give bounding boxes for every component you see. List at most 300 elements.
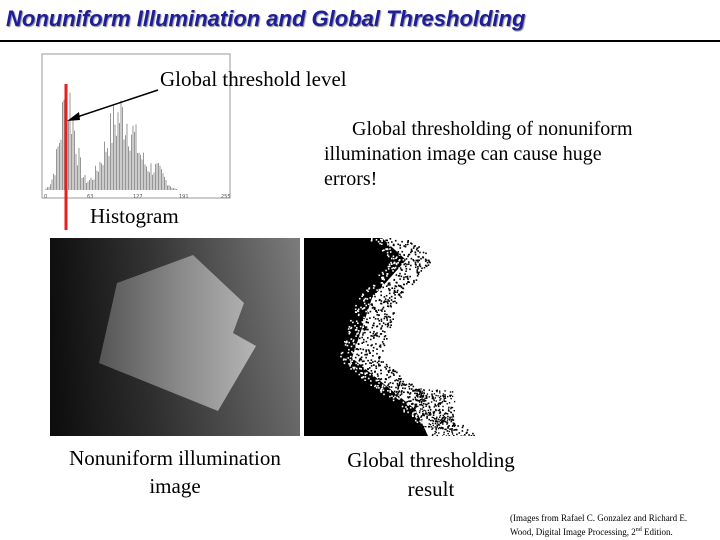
noise-dot [403,411,405,413]
noise-dot [386,338,388,340]
noise-dot [377,318,379,320]
noise-dot [366,326,368,328]
noise-dot [365,351,367,353]
noise-dot [352,322,354,324]
noise-dot [394,262,396,264]
noise-dot [341,353,343,355]
noise-dot [421,422,423,424]
noise-dot [381,320,383,322]
noise-dot [440,415,441,416]
noise-dot [352,360,354,362]
noise-dot [379,323,381,325]
noise-dot [439,413,440,414]
noise-dot [416,433,417,434]
noise-dot [415,389,416,390]
noise-dot [417,419,418,420]
noise-dot [450,398,451,399]
noise-dot [420,417,421,418]
noise-dot [389,264,391,266]
noise-dot [384,310,386,312]
noise-dot [424,422,426,424]
noise-dot [445,421,446,422]
noise-dot [435,405,437,407]
noise-dot [439,399,440,400]
noise-dot [375,366,377,368]
noise-dot [453,422,454,423]
noise-dot [438,424,439,425]
noise-dot [445,398,446,399]
slide-title: Nonuniform Illumination and Global Thresholding [6,6,526,31]
noise-dot [347,345,349,347]
noise-dot [436,418,438,420]
noise-dot [439,397,440,398]
noise-dot [348,328,350,330]
noise-dot [435,397,436,398]
noise-dot [412,284,414,286]
noise-dot [434,393,435,394]
noise-dot [356,344,358,346]
noise-dot [384,296,386,298]
noise-dot [426,404,427,405]
noise-dot [412,414,414,416]
noise-dot [416,405,417,406]
noise-dot [386,366,388,368]
noise-dot [350,361,352,363]
noise-dot [405,276,407,278]
noise-dot [422,256,424,258]
noise-dot [362,349,364,351]
noise-dot [353,343,355,345]
noise-dot [395,258,397,260]
noise-dot [370,380,372,382]
noise-dot [416,269,418,271]
noise-dot [454,410,455,411]
noise-dot [363,300,365,302]
noise-dot [454,426,455,427]
noise-dot [416,248,418,250]
noise-dot [388,377,390,379]
noise-dot [388,323,390,325]
noise-dot [421,435,422,436]
noise-dot [355,371,357,373]
noise-dot [406,264,408,266]
nonuniform-illumination-image [50,238,300,436]
noise-dot [423,390,424,391]
noise-dot [468,434,470,436]
noise-dot [369,374,371,376]
noise-dot [418,426,419,427]
noise-dot [363,339,365,341]
noise-dot [430,420,431,421]
noise-dot [424,393,425,394]
noise-dot [406,268,408,270]
source-line-1: (Images from Rafael C. Gonzalez and Richard E. [510,513,688,523]
noise-dot [434,433,435,434]
noise-dot [394,297,396,299]
noise-dot [340,356,342,358]
noise-dot [380,344,382,346]
noise-dot [411,249,413,251]
noise-dot [434,400,435,401]
noise-dot [430,414,431,415]
noise-dot [464,434,466,436]
noise-dot [394,380,396,382]
noise-dot [431,429,432,430]
noise-dot [415,264,417,266]
noise-dot [358,355,360,357]
noise-dot [363,317,365,319]
noise-dot [357,332,359,334]
noise-dot [364,303,366,305]
noise-dot [410,392,412,394]
noise-dot [348,349,350,351]
noise-dot [383,338,385,340]
noise-dot [370,384,372,386]
noise-dot [375,343,377,345]
noise-dot [442,406,443,407]
noise-dot [421,428,422,429]
noise-dot [432,417,433,418]
noise-dot [423,407,425,409]
noise-dot [405,270,407,272]
noise-dot [415,406,417,408]
noise-dot [367,309,369,311]
noise-dot [371,370,373,372]
noise-dot [389,248,391,250]
noise-dot [448,425,450,427]
noise-dot [432,396,433,397]
noise-dot [396,372,398,374]
noise-dot [424,430,425,431]
noise-dot [365,298,367,300]
noise-dot [410,265,412,267]
noise-dot [450,391,451,392]
right-caption-line-2: result [407,477,455,501]
noise-dot [407,412,409,414]
noise-dot [422,411,423,412]
noise-dot [378,379,380,381]
noise-dot [435,426,436,427]
noise-dot [376,367,378,369]
noise-dot [358,309,360,311]
noise-dot [438,419,440,421]
noise-dot [450,411,451,412]
noise-dot [428,419,430,421]
noise-dot [442,401,443,402]
noise-dot [365,363,367,365]
noise-dot [403,392,405,394]
noise-dot [431,401,432,402]
noise-dot [351,346,353,348]
noise-dot [394,279,396,281]
noise-dot [367,329,369,331]
noise-dot [427,393,428,394]
noise-dot [447,413,448,414]
noise-dot [423,395,425,397]
noise-dot [422,405,423,406]
noise-dot [405,244,407,246]
noise-dot [421,270,423,272]
noise-dot [403,284,405,286]
noise-dot [355,305,357,307]
noise-dot [374,285,376,287]
noise-dot [450,395,451,396]
noise-dot [391,241,393,243]
noise-dot [401,269,403,271]
noise-dot [421,268,423,270]
noise-dot [371,365,373,367]
noise-dot [366,372,368,374]
noise-dot [404,388,406,390]
noise-dot [436,429,437,430]
noise-dot [387,385,389,387]
noise-dot [370,311,372,313]
noise-dot [471,435,473,436]
noise-dot [409,276,411,278]
noise-dot [421,402,422,403]
noise-dot [366,354,368,356]
noise-dot [385,378,387,380]
noise-dot [398,294,400,296]
noise-dot [413,386,415,388]
noise-dot [348,357,350,359]
noise-dot [437,421,438,422]
noise-dot [472,433,474,435]
noise-dot [414,428,415,429]
noise-dot [393,374,395,376]
noise-dot [450,408,451,409]
noise-dot [386,240,388,242]
noise-dot [388,256,390,258]
tick-label-255: 255 [221,194,231,200]
noise-dot [373,317,375,319]
noise-dot [388,268,390,270]
noise-dot [404,273,406,275]
noise-dot [377,362,379,364]
noise-dot [411,384,413,386]
noise-dot [415,420,417,422]
noise-dot [428,415,429,416]
noise-dot [380,239,382,241]
noise-dot [451,416,452,417]
noise-dot [411,250,413,252]
noise-dot [371,373,373,375]
noise-dot [389,293,391,295]
noise-dot [399,382,401,384]
noise-dot [447,403,448,404]
noise-dot [390,324,392,326]
noise-dot [386,285,388,287]
noise-dot [444,398,445,399]
noise-dot [361,352,363,354]
noise-dot [391,287,393,289]
noise-dot [357,364,359,366]
noise-dot [358,349,360,351]
noise-dot [386,275,388,277]
noise-dot [409,383,411,385]
noise-dot [409,396,411,398]
noise-dot [355,350,357,352]
noise-dot [353,359,355,361]
noise-dot [422,400,423,401]
noise-dot [403,259,405,261]
noise-dot [387,301,389,303]
noise-dot [447,430,449,432]
noise-dot [409,388,411,390]
noise-dot [383,322,385,324]
noise-dot [421,404,423,406]
noise-dot [394,268,396,270]
noise-dot [391,296,393,298]
noise-dot [363,332,365,334]
noise-dot [373,364,375,366]
noise-dot [447,418,448,419]
noise-dot [422,414,423,415]
noise-dot [397,383,399,385]
noise-dot [407,244,409,246]
noise-dot [359,338,361,340]
noise-dot [394,294,396,296]
noise-dot [388,242,390,244]
noise-dot [356,348,358,350]
noise-dot [359,374,361,376]
noise-dot [417,275,419,277]
noise-dot [385,368,387,370]
noise-dot [403,402,405,404]
noise-dot [436,424,437,425]
noise-dot [407,404,409,406]
noise-dot [406,258,408,260]
noise-dot [420,388,421,389]
noise-dot [355,345,357,347]
noise-dot [389,367,391,369]
noise-dot [394,391,396,393]
noise-dot [445,417,446,418]
noise-dot [381,300,383,302]
noise-dot [381,303,383,305]
noise-dot [387,252,389,254]
noise-dot [389,284,391,286]
noise-dot [388,370,390,372]
noise-dot [375,318,377,320]
noise-dot [441,402,442,403]
noise-dot [417,412,419,414]
noise-dot [412,413,414,415]
noise-dot [390,238,392,240]
noise-dot [396,391,398,393]
noise-dot [453,416,454,417]
noise-dot [399,245,401,247]
noise-dot [359,360,361,362]
noise-dot [390,303,392,305]
noise-dot [430,409,432,411]
noise-dot [368,304,370,306]
noise-dot [444,435,446,436]
noise-dot [389,297,391,299]
noise-dot [407,240,409,242]
noise-dot [370,339,372,341]
noise-dot [403,264,405,266]
noise-dot [415,267,417,269]
noise-dot [425,259,427,261]
noise-dot [429,396,430,397]
noise-dot [394,290,396,292]
noise-dot [429,389,430,390]
noise-dot [424,267,426,269]
noise-dot [390,391,392,393]
noise-dot [420,258,422,260]
noise-dot [383,307,385,309]
noise-dot [398,398,400,400]
noise-dot [379,299,381,301]
noise-dot [419,412,420,413]
noise-dot [355,311,357,313]
noise-dot [391,372,393,374]
noise-dot [380,328,382,330]
noise-dot [390,306,392,308]
noise-dot [387,326,389,328]
noise-dot [350,368,352,370]
noise-dot [444,394,445,395]
noise-dot [443,415,445,417]
noise-dot [398,260,400,262]
noise-dot [429,262,431,264]
noise-dot [374,296,376,298]
noise-dot [417,420,418,421]
noise-dot [426,398,427,399]
noise-dot [435,409,436,410]
noise-dot [436,417,437,418]
noise-dot [364,379,366,381]
noise-dot [443,399,444,400]
noise-dot [367,368,369,370]
noise-dot [434,406,435,407]
noise-dot [443,432,444,433]
noise-dot [383,283,385,285]
noise-dot [393,400,395,402]
noise-dot [367,322,369,324]
noise-dot [386,317,388,319]
noise-dot [418,246,420,248]
noise-dot [399,275,401,277]
noise-dot [378,336,380,338]
noise-dot [408,263,410,265]
noise-dot [382,308,384,310]
noise-dot [416,260,418,262]
noise-dot [402,381,404,383]
noise-dot [368,312,370,314]
noise-dot [381,241,383,243]
noise-dot [376,239,378,241]
noise-dot [401,390,403,392]
noise-dot [413,280,415,282]
noise-dot [372,355,374,357]
noise-dot [378,241,380,243]
noise-dot [357,322,359,324]
noise-dot [385,270,387,272]
noise-dot [389,396,391,398]
noise-dot [387,390,389,392]
noise-dot [420,390,421,391]
noise-dot [419,252,421,254]
noise-dot [452,415,453,416]
noise-dot [415,251,417,253]
noise-dot [416,414,418,416]
noise-dot [360,372,362,374]
noise-dot [381,378,383,380]
noise-dot [418,428,419,429]
noise-dot [358,315,360,317]
